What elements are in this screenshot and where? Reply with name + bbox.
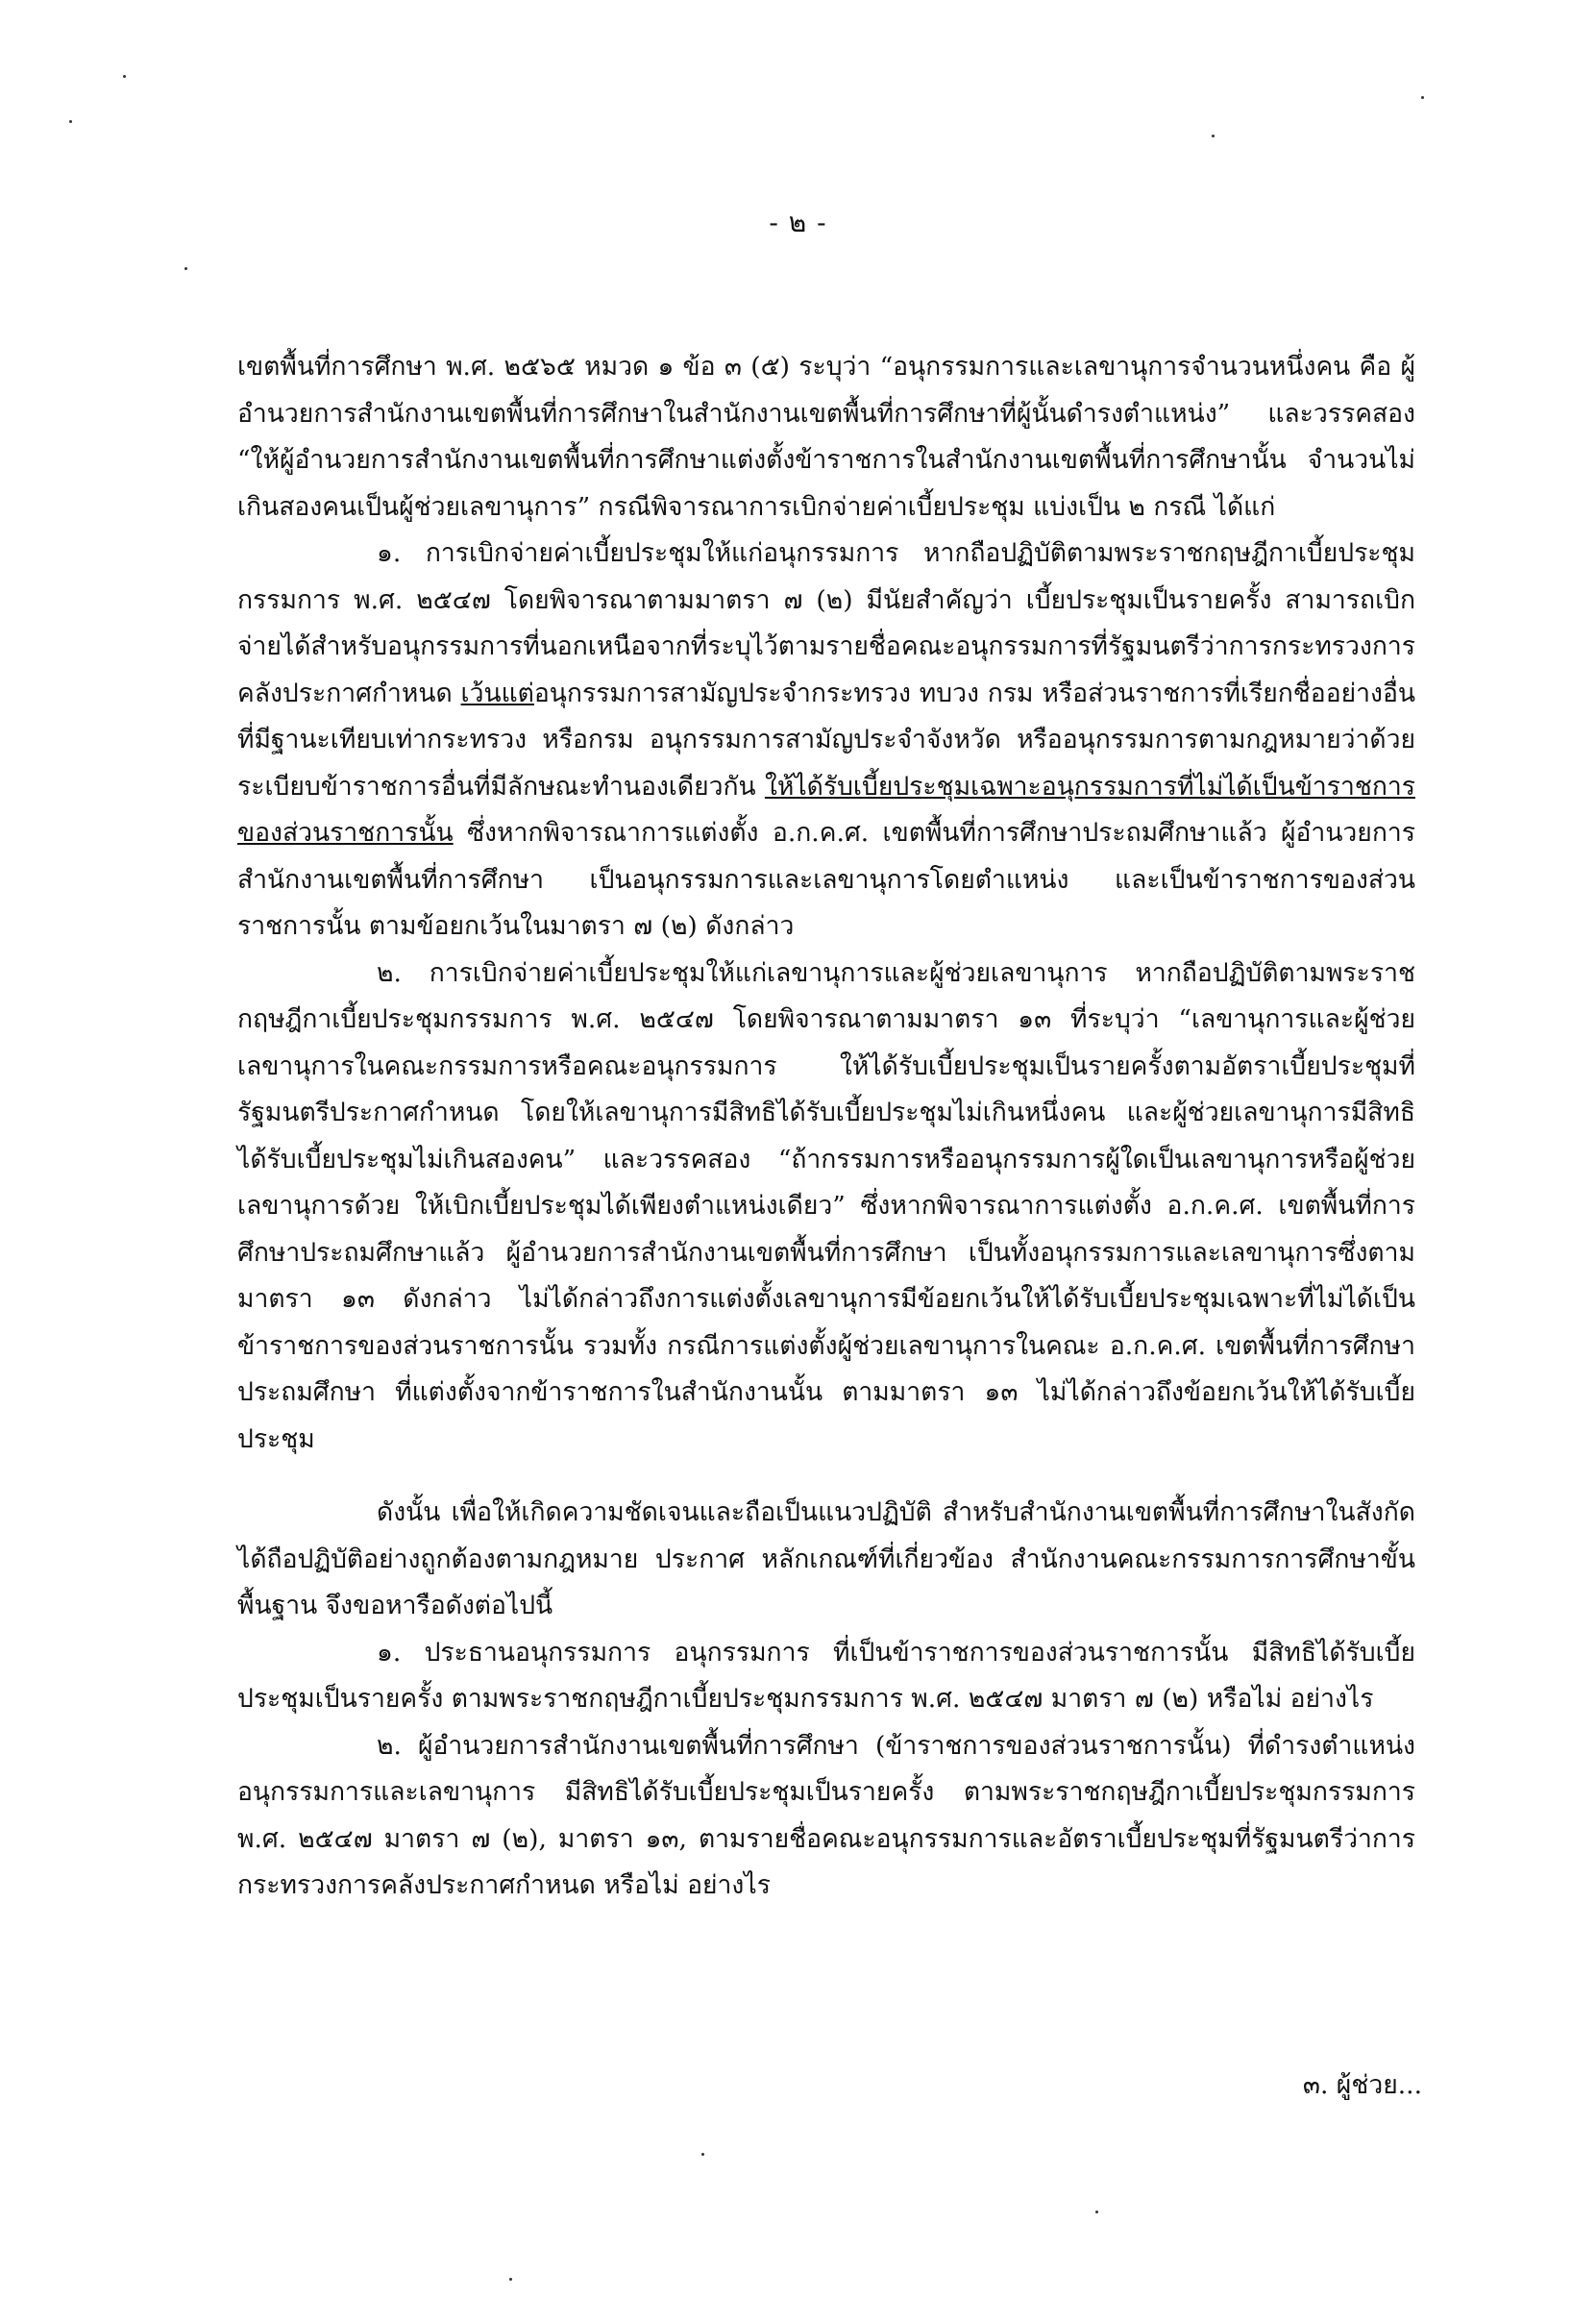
scan-speck [1421,96,1424,99]
scan-speck [509,2278,512,2281]
paragraph-text: ๒. การเบิกจ่ายค่าเบี้ยประชุมให้แก่เลขานุการและผู้ช่วยเลขานุการ หากถือปฏิบัติตามพระราชกฤษฎีกาเบี้ยประชุมกรรมการ พ.ศ. ๒๕๔๗ โดยพิจารณาตามมาตรา ๑๓ ที่ระบุว่า “เลขานุการและผู้ช่วยเลขานุการในคณะกรรมการหรือคณะอนุกรรมการ ให้ได้รับเบี้ยประชุมเป็นรายครั้งตามอัตราเบี้ยประชุมที่รัฐมนตรีประกาศกำหนด โดยให้เลขานุการมีสิทธิได้รับเบี้ยประชุมไม่เกินหนึ่งคน และผู้ช่วยเลขานุการมีสิทธิได้รับเบี้ยประชุมไม่เกินสองคน” และวรรคสอง “ถ้ากรรมการหรืออนุกรรมการผู้ใดเป็นเลขานุการหรือผู้ช่วยเลขานุการด้วย ให้เบิกเบี้ยประชุมได้เพียงตำแหน่งเดียว” ซึ่งหากพิจารณาการแต่งตั้ง อ.ก.ค.ศ. เขตพื้นที่การศึกษาประถมศึกษาแล้ว ผู้อำนวยการสำนักงานเขตพื้นที่การศึกษา เป็นทั้งอนุกรรมการและเลขานุการซึ่งตามมาตรา ๑๓ ดังกล่าว ไม่ได้กล่าวถึงการแต่งตั้งเลขานุการมีข้อยกเว้นให้ได้รับเบี้ยประชุมเฉพาะที่ไม่ได้เป็นข้าราชการของส่วนราชการนั้น รวมทั้ง กรณีการแต่งตั้งผู้ช่วยเลขานุการในคณะ อ.ก.ค.ศ. เขตพื้นที่การศึกษาประถมศึกษา ที่แต่งตั้งจากข้าราชการในสำนักงานนั้น ตามมาตรา ๑๓ ไม่ได้กล่าวถึงข้อยกเว้นให้ได้รับเบี้ยประชุม [237,957,1415,1454]
paragraph-text: ๑. ประธานอนุกรรมการ อนุกรรมการ ที่เป็นข้าราชการของส่วนราชการนั้น มีสิทธิได้รับเบี้ยประชุมเป็นรายครั้ง ตามพระราชกฤษฎีกาเบี้ยประชุมกรรมการ พ.ศ. ๒๕๔๗ มาตรา ๗ (๒) หรือไม่ อย่างไร [237,1637,1415,1714]
paragraph-text: เขตพื้นที่การศึกษา พ.ศ. ๒๕๖๕ หมวด ๑ ข้อ ๓ (๕) ระบุว่า “อนุกรรมการและเลขานุการจำนวนหนึ่งคน คือ ผู้อำนวยการสำนักงานเขตพื้นที่การศึกษาในสำนักงานเขตพื้นที่การศึกษาที่ผู้นั้นดำรงตำแหน่ง” และวรรคสอง “ให้ผู้อำนวยการสำนักงานเขตพื้นที่การศึกษาแต่งตั้งข้าราชการในสำนักงานเขตพื้นที่การศึกษานั้น จำนวนไม่เกินสองคนเป็นผู้ช่วยเลขานุการ” กรณีพิจารณาการเบิกจ่ายค่าเบี้ยประชุม แบ่งเป็น ๒ กรณี ได้แก่ [237,352,1415,522]
scan-speck [1212,135,1215,137]
underlined-text: ให้ได้รับเบี้ยประชุมเฉพาะอนุกรรมการที่ไม่ได้เป็นข้าราชการของส่วนราชการนั้น [237,771,1415,848]
paragraph-question-2 [237,1723,1415,1910]
paragraph-text: ๒. ผู้อำนวยการสำนักงานเขตพื้นที่การศึกษา (ข้าราชการของส่วนราชการนั้น) ที่ดำรงตำแหน่งอนุกรรมการและเลขานุการ มีสิทธิได้รับเบี้ยประชุมเป็นรายครั้ง ตามพระราชกฤษฎีกาเบี้ยประชุมกรรมการ พ.ศ. ๒๕๔๗ มาตรา ๗ (๒), มาตรา ๑๓, ตามรายชื่อคณะอนุกรรมการและอัตราเบี้ยประชุมที่รัฐมนตรีว่าการกระทรวงการคลังประกาศกำหนด หรือไม่ อย่างไร [237,1730,1415,1900]
paragraph-intro [237,344,1415,531]
paragraph-text: ซึ่งหากพิจารณาการแต่งตั้ง อ.ก.ค.ศ. เขตพื้นที่การศึกษาประถมศึกษาแล้ว ผู้อำนวยการสำนักงานเขตพื้นที่การศึกษา เป็นอนุกรรมการและเลขานุการโดยตำแหน่ง และเป็นข้าราชการของส่วนราชการนั้น ตามข้อยกเว้นในมาตรา ๗ (๒) ดังกล่าว [237,818,1415,941]
continuation-marker: ๓. ผู้ช่วย... [1302,2070,1422,2100]
paragraph-item-2-secretary [237,951,1415,1464]
scan-speck [123,75,126,78]
document-body [237,344,1415,1910]
scan-speck [184,267,187,270]
paragraph-question-1 [237,1630,1415,1723]
scan-speck [701,2153,704,2156]
page-number: - ๒ - [769,207,827,238]
underlined-text: เว้นแต่ [460,678,534,708]
scan-speck [69,120,72,123]
paragraph-text: ดังนั้น เพื่อให้เกิดความชัดเจนและถือเป็นแนวปฏิบัติ สำหรับสำนักงานเขตพื้นที่การศึกษาในสังกัด ได้ถือปฏิบัติอย่างถูกต้องตามกฎหมาย ประกาศ หลักเกณฑ์ที่เกี่ยวข้อง สำนักงานคณะกรรมการการศึกษาขั้นพื้นฐาน จึงขอหารือดังต่อไปนี้ [237,1497,1415,1620]
paragraph-text: อนุกรรมการสามัญประจำกระทรวง ทบวง กรม หรือส่วนราชการที่เรียกชื่ออย่างอื่นที่มีฐานะเทียบเท่ากระทรวง หรือกรม อนุกรรมการสามัญประจำจังหวัด หรืออนุกรรมการตามกฎหมายว่าด้วยระเบียบข้าราชการอื่นที่มีลักษณะทำนองเดียวกัน [237,678,1415,802]
paragraph-item-1-committee-members [237,531,1415,951]
paragraph-text: ๑. การเบิกจ่ายค่าเบี้ยประชุมให้แก่อนุกรรมการ หากถือปฏิบัติตามพระราชกฤษฎีกาเบี้ยประชุมกรรมการ พ.ศ. ๒๕๔๗ โดยพิจารณาตามมาตรา ๗ (๒) มีนัยสำคัญว่า เบี้ยประชุมเป็นรายครั้ง สามารถเบิกจ่ายได้สำหรับอนุกรรมการที่นอกเหนือจากที่ระบุไว้ตามรายชื่อคณะอนุกรรมการที่รัฐมนตรีว่าการกระทรวงการคลังประกาศกำหนด [237,538,1416,708]
scan-speck [1095,2211,1098,2213]
paragraph-therefore [237,1490,1415,1630]
